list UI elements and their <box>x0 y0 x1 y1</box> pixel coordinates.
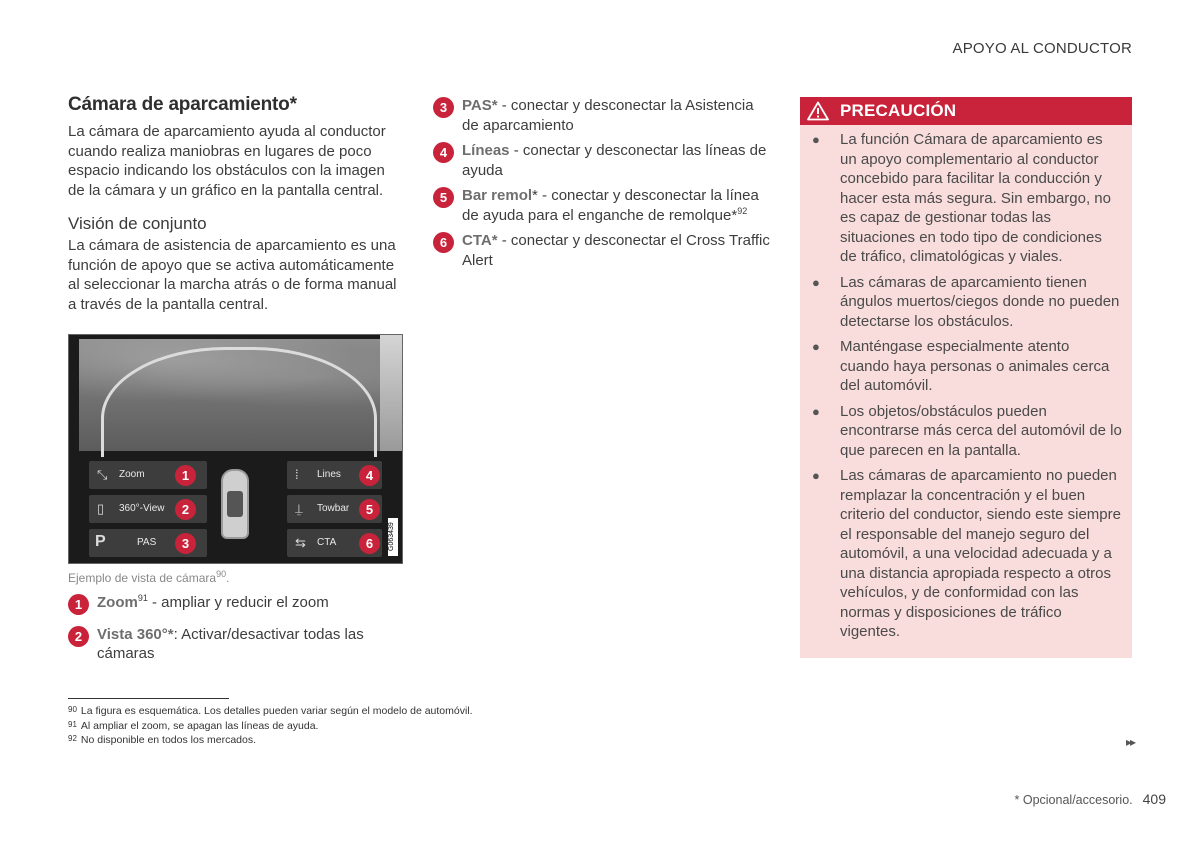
camera-image <box>79 339 391 451</box>
cam-button-360: ▯ 360°-View <box>89 495 207 523</box>
callout-4: 4 <box>359 465 380 486</box>
list-item: 6 CTA* - conectar y desconectar el Cross Traffic Alert <box>433 231 773 270</box>
camera-view-figure <box>68 334 403 564</box>
next-page-arrows-icon: ▸▸ <box>1125 735 1134 749</box>
parking-sensor-icon: P <box>95 533 106 550</box>
page-number: 409 <box>1142 791 1166 807</box>
cam-button-cta: ⇆ CTA <box>287 529 382 557</box>
list-item: 1 Zoom$^{91}$ - ampliar y reducir el zoom <box>68 593 403 613</box>
guide-lines-icon: ⁞ <box>295 467 299 482</box>
left-column <box>68 94 403 664</box>
footer-note: * Opcional/accesorio. <box>1014 793 1133 807</box>
callout-6: 6 <box>359 533 380 554</box>
list-item: 2 Vista 360°*: Activar/desactivar todas las cámaras <box>68 625 403 664</box>
towbar-icon: ⍊ <box>295 501 303 516</box>
figure-code: G063439 <box>388 518 398 556</box>
callout-3: 3 <box>175 533 196 554</box>
caution-box <box>800 97 1132 658</box>
list-item: 5 Bar remol* - conectar y desconectar la línea de ayuda para el enganche de remolque*$^{92}$ <box>433 186 773 225</box>
footnotes <box>68 704 473 748</box>
middle-column <box>433 96 773 270</box>
caution-title: PRECAUCIÓN <box>840 101 957 120</box>
caution-bullet: ● Las cámaras de aparcamiento no pueden remplazar la concentración y el buen criterio del conductor, siendo este siempre el responsable del manejo seguro del automóvil, a una velocidad adecuada y a una distancia apropiada respecto a otros vehículos, y de conformidad con las normas y disposiciones de tráfico vigentes. <box>812 467 1121 640</box>
list-item: 4 Líneas - conectar y desconectar las líneas de ayuda <box>433 141 773 180</box>
cam-button-zoom: ⤡ Zoom <box>89 461 207 489</box>
caution-bullet: ● Las cámaras de aparcamiento tienen ángulos muertos/ciegos donde no pueden detectarse los obstáculos. <box>812 273 1120 330</box>
caution-bullet: ● La función Cámara de aparcamiento es un apoyo complementario al conductor concebido para facilitar la conducción y hacer esta más segura. Sin embargo, no es capaz de gestionar todas las situaciones en todo tipo de condiciones de tráfico, climatológicas y viales. <box>812 131 1111 265</box>
callout-5: 5 <box>359 499 380 520</box>
footnote: $^{90}$ La figura es esquemática. Los detalles pueden variar según el modelo de automóvil. <box>68 705 473 717</box>
car-360-icon: ▯ <box>97 501 105 516</box>
warning-triangle-icon <box>807 101 829 121</box>
caution-bullet: ● Los objetos/obstáculos pueden encontrarse más cerca del automóvil de lo que parecen en la pantalla. <box>812 402 1122 459</box>
footnote: $^{92}$ No disponible en todos los mercados. <box>68 734 257 746</box>
callout-2: 2 <box>175 499 196 520</box>
caution-list <box>800 125 1132 642</box>
cam-button-pas: P PAS <box>89 529 207 557</box>
list-item: 3 PAS* - conectar y desconectar la Asistencia de aparcamiento <box>433 96 773 135</box>
footnote-divider <box>68 698 229 699</box>
cross-traffic-icon: ⇆ <box>295 535 306 550</box>
section-header: APOYO AL CONDUCTOR <box>952 40 1132 57</box>
footnote: $^{91}$ Al ampliar el zoom, se apagan las líneas de ayuda. <box>68 719 319 732</box>
intro-paragraph: La cámara de aparcamiento ayuda al conductor cuando realiza maniobras en lugares de poco espacio indicando los obstáculos con la imagen de la cámara y un gráfico en la pantalla central. <box>68 123 386 199</box>
caution-header <box>800 97 1132 125</box>
overview-paragraph: La cámara de asistencia de aparcamiento es una función de apoyo que se activa automáticamente al seleccionar la marcha atrás o de forma manual a través de la pantalla central. <box>68 237 397 313</box>
figure-caption: Ejemplo de vista de cámara$^{90}$. <box>68 569 230 585</box>
car-top-icon <box>221 469 249 539</box>
zoom-arrows-icon: ⤡ <box>97 467 108 482</box>
cam-button-towbar: ⍊ Towbar <box>287 495 382 523</box>
cam-button-lines: ⁞ Lines <box>287 461 382 489</box>
page-footer <box>1015 791 1166 807</box>
page-title: Cámara de aparcamiento* <box>68 94 297 115</box>
caution-bullet: ● Manténgase especialmente atento cuando haya personas o animales cerca del automóvil. <box>812 338 1110 394</box>
callout-1: 1 <box>175 465 196 486</box>
overview-heading: Visión de conjunto <box>68 214 207 233</box>
